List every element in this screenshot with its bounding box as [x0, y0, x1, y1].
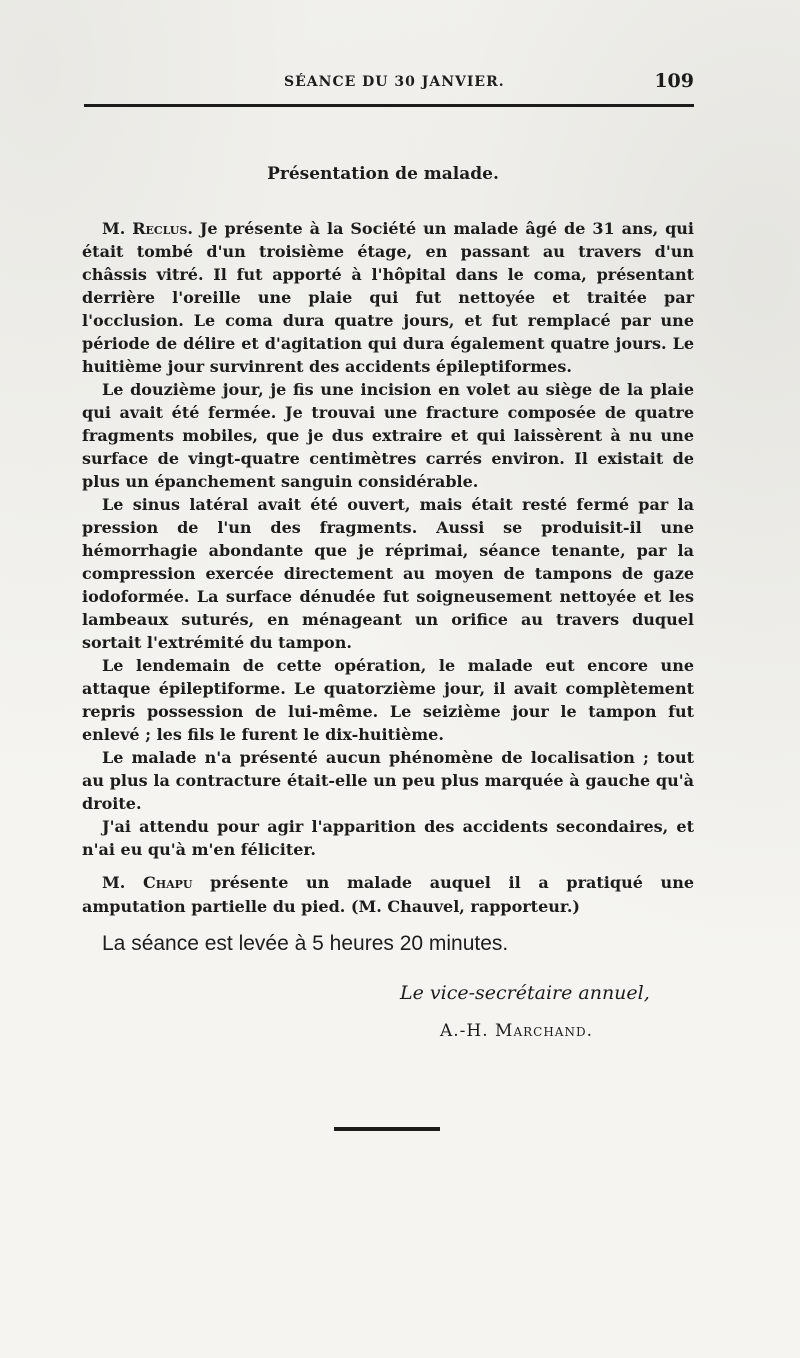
paragraph-2: Le douzième jour, je fis une incision en volet au siège de la plaie qui avait été fermée. Je trouvai une fracture composée de quatre fragments mobiles, que je dus extraire et qui laissèrent à nu une surface de vingt-quatre centimètres carrés environ. Il existait de plus un épanchement sanguin considérable.	[82, 380, 694, 491]
paragraph-5: Le malade n'a présenté aucun phénomène de localisation ; tout au plus la contracture était-elle un peu plus marquée à gauche qu'à droite.	[82, 748, 694, 813]
running-title: SÉANCE DU 30 JANVIER.	[284, 74, 505, 90]
paragraph-3: Le sinus latéral avait été ouvert, mais était resté fermé par la pression de l'un des fragments. Aussi se produisit-il une hémorrhagie abondante que je réprimai, séance tenante, par la compression exercée directement au moyen de tampons de gaze iodoformée. La surface dénudée fut soigneusement nettoyée et les lambeaux suturés, en ménageant un orifice au travers duquel sortait l'extrémité du tampon.	[82, 495, 694, 652]
paragraph-chapu	[82, 871, 694, 919]
body-text	[82, 217, 694, 861]
speaker-chapu: M. Chapu	[102, 873, 193, 892]
closing-statement: La séance est levée à 5 heures 20 minutes.	[102, 932, 509, 955]
speaker-reclus: M. Reclus.	[102, 219, 193, 238]
page-number: 109	[654, 70, 694, 92]
end-rule	[334, 1127, 440, 1131]
paragraph-chapu-text: présente un malade auquel il a pratiqué une amputation partielle du pied. (M. Chauvel, rapporteur.)	[82, 873, 694, 916]
paragraph-4: Le lendemain de cette opération, le malade eut encore une attaque épileptiforme. Le quatorzième jour, il avait complètement repris possession de lui-même. Le seizième jour le tampon fut enlevé ; les fils le furent le dix-huitième.	[82, 656, 694, 744]
section-title: Présentation de malade.	[267, 164, 499, 184]
signature-role: Le vice-secrétaire annuel,	[400, 982, 650, 1004]
signature-name: A.-H. Marchand.	[440, 1021, 594, 1041]
paragraph-1-text: Je présente à la Société un malade âgé de 31 ans, qui était tombé d'un troisième étage, en passant au travers d'un châssis vitré. Il fut apporté à l'hôpital dans le coma, présentant derrière l'oreille une plaie qui fut nettoyée et traitée par l'occlusion. Le coma dura quatre jours, et fut remplacé par une période de délire et d'agitation qui dura également quatre jours. Le huitième jour survinrent des accidents épileptiformes.	[82, 219, 695, 376]
running-head	[84, 70, 694, 98]
header-rule	[84, 104, 694, 107]
paragraph-1	[82, 217, 694, 378]
paragraph-6: J'ai attendu pour agir l'apparition des accidents secondaires, et n'ai eu qu'à m'en féliciter.	[82, 817, 694, 859]
